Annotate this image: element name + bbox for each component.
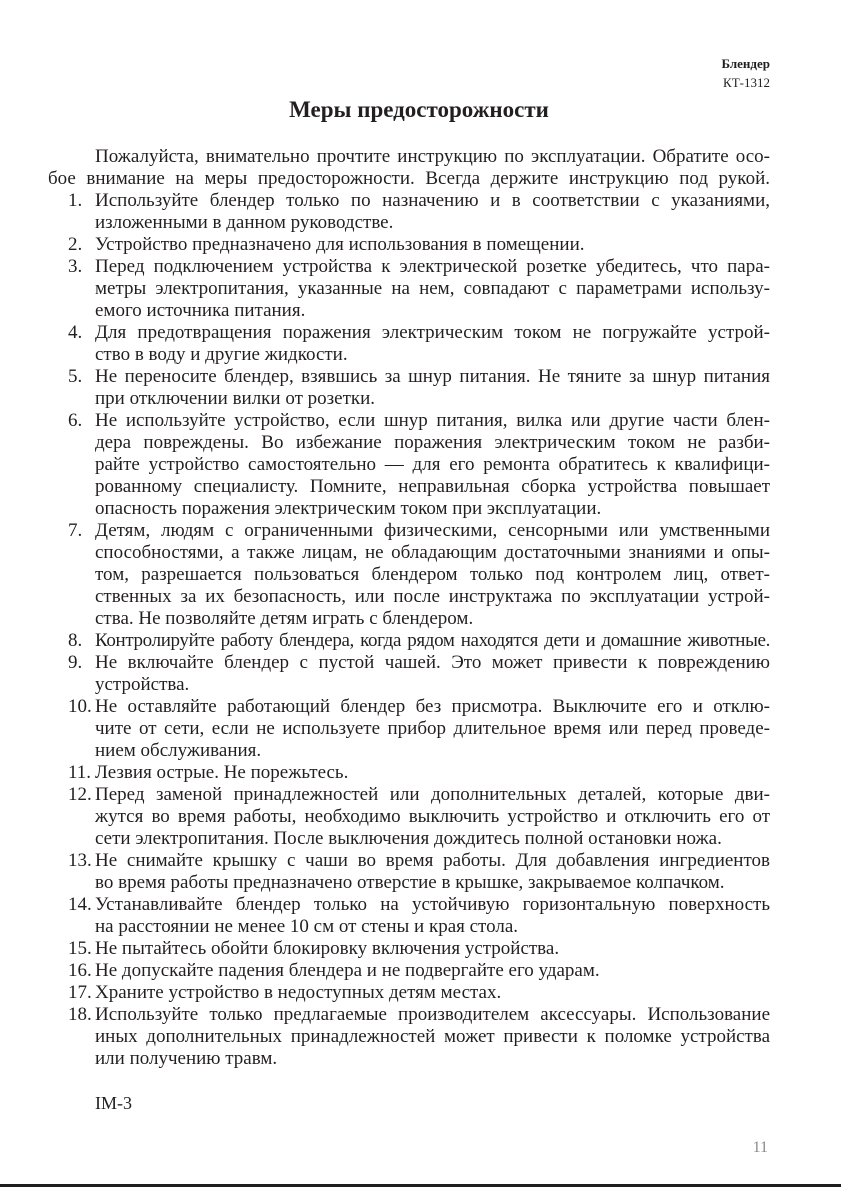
item-line: при отключении вилки от розетки.: [95, 388, 376, 409]
item-line: Не используйте устройство, если шнур питания, вилка или другие части блен-: [95, 410, 770, 431]
item-number: 6.: [68, 410, 83, 431]
item-line: иных дополнительных принадлежностей может привести к поломке устройства: [95, 1026, 770, 1047]
item-number: 2.: [68, 234, 83, 255]
list-item: [48, 982, 770, 1004]
item-line: ства. Не позволяйте детям играть с блендером.: [95, 608, 474, 629]
page-title: Меры предосторожности: [289, 97, 549, 122]
item-line: Используйте только предлагаемые производителем аксессуары. Использование: [95, 1004, 770, 1025]
item-line: Не переносите блендер, взявшись за шнур питания. Не тяните за шнур питания: [95, 366, 770, 387]
list-item: [48, 938, 770, 960]
item-number: 15.: [68, 938, 92, 959]
item-number: 3.: [68, 256, 83, 277]
list-item: [48, 256, 770, 322]
item-line: Перед подключением устройства к электрической розетке убедитесь, что пара-: [95, 256, 770, 277]
item-number: 1.: [68, 190, 83, 211]
list-item: [48, 322, 770, 366]
list-item: [48, 784, 770, 850]
item-line: Лезвия острые. Не порежьтесь.: [95, 762, 349, 783]
header-product: Блендер: [721, 56, 770, 71]
item-number: 17.: [68, 982, 92, 1003]
item-number: 9.: [68, 652, 83, 673]
page-number: 11: [752, 1139, 768, 1156]
item-number: 4.: [68, 322, 83, 343]
item-line: Не оставляйте работающий блендер без присмотра. Выключите его и отклю-: [95, 696, 770, 717]
item-line: Устанавливайте блендер только на устойчивую горизонтальную поверхность: [95, 894, 770, 915]
item-line: том, разрешается пользоваться блендером только под контролем лиц, ответ-: [95, 564, 770, 585]
item-line: Используйте блендер только по назначению и в соответствии с указаниями,: [95, 190, 770, 211]
intro-paragraph: [48, 146, 770, 190]
list-item: [48, 630, 770, 652]
bottom-border: [0, 1184, 841, 1187]
precautions-body: [48, 146, 770, 1070]
running-header: [721, 54, 770, 92]
item-line: Не включайте блендер с пустой чашей. Это может привести к повреждению: [95, 652, 770, 673]
item-line: Храните устройство в недоступных детям местах.: [95, 982, 502, 1003]
item-line: чите от сети, если не используете прибор длительное время или перед проведе-: [95, 718, 770, 739]
item-number: 5.: [68, 366, 83, 387]
item-line: емого источника питания.: [95, 300, 306, 321]
item-line: ственных за их безопасность, или после инструктажа по эксплуатации устрой-: [95, 586, 770, 607]
item-line: или получению травм.: [95, 1048, 278, 1069]
item-line: сети электропитания. После выключения дождитесь полной остановки ножа.: [95, 828, 722, 849]
document-code: IM-3: [95, 1093, 132, 1113]
item-line: Детям, людям с ограниченными физическими, сенсорными или умственными: [95, 520, 770, 541]
item-line: Не пытайтесь обойти блокировку включения устройства.: [95, 938, 560, 959]
list-item: [48, 1004, 770, 1070]
item-line: Перед заменой принадлежностей или дополнительных деталей, которые дви-: [95, 784, 770, 805]
item-line: способностями, а также лицам, не обладающим достаточными знаниями и опы-: [95, 542, 770, 563]
header-model: КТ-1312: [723, 75, 770, 90]
list-item: [48, 190, 770, 234]
item-number: 11.: [68, 762, 92, 783]
item-number: 16.: [68, 960, 92, 981]
list-item: [48, 234, 770, 256]
list-item: [48, 520, 770, 630]
list-item: [48, 960, 770, 982]
list-item: [48, 894, 770, 938]
item-line: устройства.: [95, 674, 190, 695]
item-line: ство в воду и другие жидкости.: [95, 344, 348, 365]
list-item: [48, 696, 770, 762]
list-item: [48, 410, 770, 520]
item-line: Для предотвращения поражения электрическим током не погружайте устрой-: [95, 322, 770, 343]
list-item: [48, 762, 770, 784]
item-line: Устройство предназначено для использования в помещении.: [95, 234, 585, 255]
item-line: метры электропитания, указанные на нем, совпадают с параметрами использу-: [95, 278, 770, 299]
item-line: изложенными в данном руководстве.: [95, 212, 394, 233]
item-line: дера повреждены. Во избежание поражения электрическим током не разби-: [95, 432, 770, 453]
list-item: [48, 366, 770, 410]
item-line: Не допускайте падения блендера и не подвергайте его ударам.: [95, 960, 600, 981]
item-number: 10.: [68, 696, 92, 717]
item-line: на расстоянии не менее 10 см от стены и края стола.: [95, 916, 519, 937]
item-number: 13.: [68, 850, 92, 871]
item-line: нием обслуживания.: [95, 740, 262, 761]
item-number: 14.: [68, 894, 92, 915]
item-number: 7.: [68, 520, 83, 541]
item-line: райте устройство самостоятельно — для его ремонта обратитесь к квалифици-: [95, 454, 770, 475]
item-line: жутся во время работы, необходимо выключить устройство и отключить его от: [95, 806, 770, 827]
item-line: рованному специалисту. Помните, неправильная сборка устройства повышает: [95, 476, 770, 497]
item-number: 18.: [68, 1004, 92, 1025]
list-item: [48, 850, 770, 894]
item-line: Не снимайте крышку с чаши во время работы. Для добавления ингредиентов: [95, 850, 770, 871]
intro-line: Пожалуйста, внимательно прочтите инструкцию по эксплуатации. Обратите осо-: [95, 146, 770, 167]
item-number: 12.: [68, 784, 92, 805]
intro-line: бое внимание на меры предосторожности. Всегда держите инструкцию под рукой.: [48, 168, 770, 189]
item-line: Контролируйте работу блендера, когда рядом находятся дети и домашние животные.: [95, 630, 770, 651]
item-number: 8.: [68, 630, 83, 651]
precautions-list: [48, 190, 770, 1070]
item-line: опасность поражения электрическим током при эксплуатации.: [95, 498, 602, 519]
item-line: во время работы предназначено отверстие в крышке, закрываемое колпачком.: [95, 872, 725, 893]
list-item: [48, 652, 770, 696]
